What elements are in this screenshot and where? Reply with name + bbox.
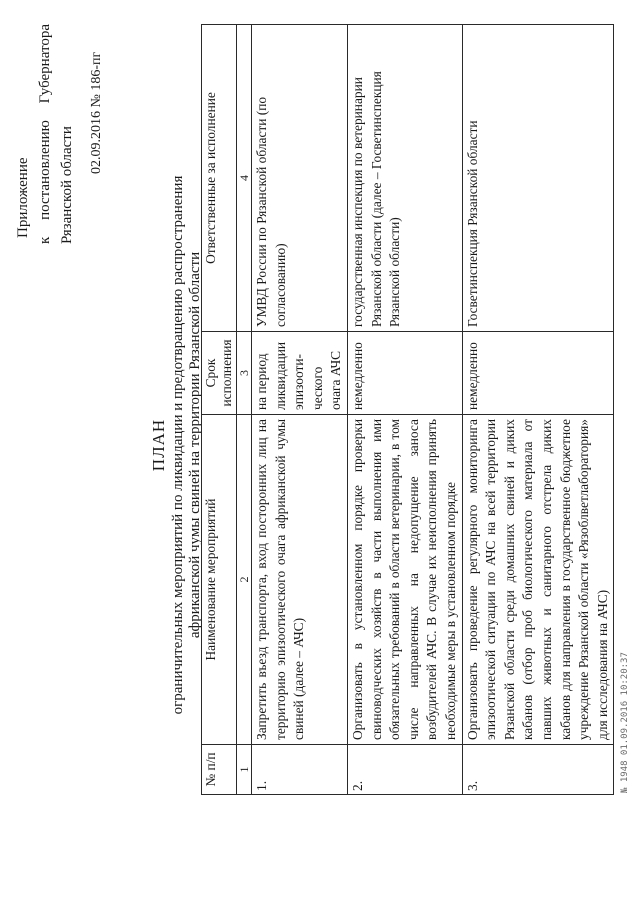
measures-table xyxy=(201,24,614,795)
row-measure: Организовать в установленном порядке проверки свиноводческих хозяйств в части выполнения ими обязательных требований в области ветеринарии, в том числе направленных на недопущение заноса возбудителей АЧС. В случае их неисполнения принять необходимые меры в установленном порядке xyxy=(347,415,462,745)
plan-heading xyxy=(150,85,204,805)
plan-subtitle-line1: ограничительных мероприятий по ликвидации и предотвращению распространения xyxy=(170,175,186,715)
appendix-title: Приложение xyxy=(15,157,31,238)
table-row xyxy=(252,25,348,795)
row-term: на период ликвидации эпизооти-ческого очага АЧС xyxy=(252,332,348,415)
header-responsible: Ответственные за исполнение xyxy=(202,25,237,332)
plan-subtitle-line2: африканской чумы свиней на территории Рязанской области xyxy=(187,251,203,639)
column-number: 1 xyxy=(237,745,252,795)
row-responsible: УМВД России по Рязанской области (по согласованию) xyxy=(252,25,348,332)
header-name: Наименование мероприятий xyxy=(202,415,237,745)
appendix-region: Рязанской области xyxy=(59,126,75,244)
row-responsible: Госветинспекция Рязанской области xyxy=(462,25,614,332)
row-term: немедленно xyxy=(347,332,462,415)
table-header-row xyxy=(202,25,237,795)
column-number-row xyxy=(237,25,252,795)
row-num: 3. xyxy=(462,745,614,795)
table-row xyxy=(462,25,614,795)
column-number: 3 xyxy=(237,332,252,415)
column-number: 4 xyxy=(237,25,252,332)
column-number: 2 xyxy=(237,415,252,745)
row-responsible: государственная инспекция по ветеринарии Рязанской области (далее – Госветинспекция Рязанской области) xyxy=(347,25,462,332)
row-num: 2. xyxy=(347,745,462,795)
plan-title: ПЛАН xyxy=(149,418,168,472)
table-row xyxy=(347,25,462,795)
row-num: 1. xyxy=(252,745,348,795)
row-measure: Организовать проведение регулярного мониторинга эпизоотической ситуации по АЧС на всей территории Рязанской области среди домашних свиней и диких кабанов (отбор проб биологического материала от павших животных и санитарного отстрела диких кабанов для направления в государственное бюджетное учреждение Рязанской области «Рязоблветлаборатория» для исследования на АЧС) xyxy=(462,415,614,745)
appendix-date-number: 02.09.2016 № 186-пг xyxy=(89,51,104,174)
appendix-resolution-line: к постановлению Губернатора xyxy=(37,24,53,244)
header-num: № п/п xyxy=(202,745,237,795)
row-measure: Запретить въезд транспорта, вход посторонних лиц на территорию эпизоотического очага африканской чумы свиней (далее – АЧС) xyxy=(252,415,348,745)
appendix-block xyxy=(12,24,108,244)
row-term: немедленно xyxy=(462,332,614,415)
registration-stamp: № 1948 01.09.2016 10:20:37 xyxy=(620,652,630,793)
header-term: Срок исполнения xyxy=(202,332,237,415)
